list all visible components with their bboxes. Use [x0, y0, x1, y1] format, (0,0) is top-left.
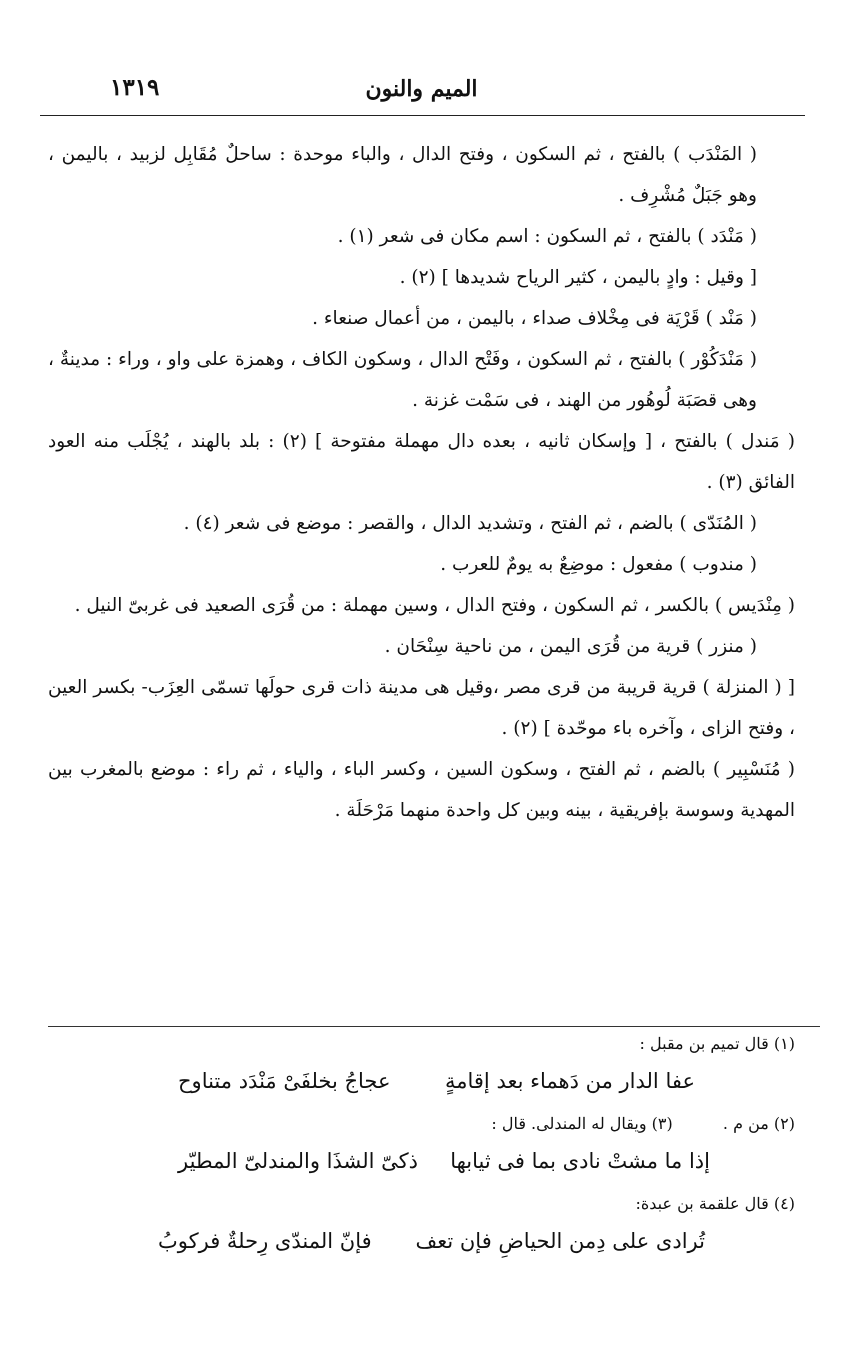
verse-hemistich: عفا الدار من دَهماء بعد إقامةٍ	[444, 1069, 695, 1093]
footnote-3-verse	[48, 1138, 795, 1184]
footnote-rule	[48, 1026, 820, 1027]
entry-mandab: ( المَنْدَب ) بالفتح ، ثم السكون ، وفتح الدال ، والباء موحدة : ساحلٌ مُقَابِل لزبيد ، باليمن ، وهو جَبَلٌ مُشْرِف .	[48, 144, 757, 206]
running-title: الميم والنون	[365, 76, 478, 102]
verse-hemistich: تُرادى على دِمن الحياضِ فإن تعف	[415, 1229, 705, 1253]
verse-hemistich: عجاجُ بخلفَىْ مَنْدَد متناوح	[178, 1069, 391, 1093]
entry-mindis: ( مِنْدَيس ) بالكسر ، ثم السكون ، وفتح الدال ، وسين مهملة : من قُرَى الصعيد فى غربىّ النيل .	[74, 595, 795, 616]
verse-hemistich: ذكىّ الشذَا والمندلىّ المطيّر	[178, 1149, 419, 1173]
footnote-2: (٢) من م .	[722, 1114, 795, 1133]
footnote-1-intro: (١) قال تميم بن مقبل :	[639, 1034, 795, 1053]
entry-mandub: ( مندوب ) مفعول : موضِعٌ به يومٌ للعرب .	[440, 554, 757, 575]
footnote-4-verse	[48, 1218, 795, 1264]
entry-mandad-note: [ وقيل : وادٍ باليمن ، كثير الرياح شديدها ] (٢) .	[399, 267, 757, 288]
footnotes	[48, 1030, 795, 1270]
verse-hemistich: إذا ما مشتْ نادى بما فى ثيابها	[450, 1149, 710, 1173]
entry-mandad: ( مَنْدَد ) بالفتح ، ثم السكون : اسم مكان فى شعر (١) .	[337, 226, 757, 247]
page-number: ١٣١٩	[110, 74, 160, 101]
verse-hemistich: فإنّ المندّى رِحلةٌ فركوبُ	[158, 1229, 372, 1253]
entry-al-mundda: ( المُنَدّى ) بالضم ، ثم الفتح ، وتشديد الدال ، والقصر : موضع فى شعر (٤) .	[183, 513, 757, 534]
footnote-4-intro: (٤) قال علقمة بن عبدة:	[635, 1194, 795, 1213]
footnote-1-verse	[48, 1058, 795, 1104]
entry-al-manzala: [ ( المنزلة ) قرية قريبة من قرى مصر ،وقيل هى مدينة ذات قرى حولَها تسمّى العِزَب- بكسر العين ، وفتح الزاى ، وآخره باء موحّدة ] (٢) .	[48, 677, 795, 739]
main-text	[48, 134, 795, 831]
entry-munasbir: ( مُنَسْبِير ) بالضم ، ثم الفتح ، وسكون السين ، وكسر الباء ، والياء ، ثم راء : موضع بالمغرب بين المهدية وسوسة بإفريقية ، بينه وبين كل واحدة منهما مَرْحَلَة .	[48, 759, 795, 821]
entry-mandakur: ( مَنْدَكُوْر ) بالفتح ، ثم السكون ، وفَتْح الدال ، وسكون الكاف ، وهمزة على واو ، وراء : مدينةٌ ، وهى قصَبَة لُوهُور من الهند ، فى سَمْت غزنة .	[48, 349, 757, 411]
footnote-2-3	[48, 1110, 795, 1138]
footnote-3: (٣) ويقال له المندلى. قال :	[491, 1114, 673, 1133]
entry-manzar: ( منزر ) قرية من قُرَى اليمن ، من ناحية سِنْحَان .	[384, 636, 757, 657]
running-header	[40, 72, 803, 112]
header-rule	[40, 115, 805, 116]
entry-mandal: ( مَندل ) بالفتح ، [ وإسكان ثانيه ، بعده دال مهملة مفتوحة ] (٢) : بلد بالهند ، يُجْلَب منه العود الفائق (٣) .	[48, 431, 795, 493]
entry-mand: ( مَنْد ) قَرْيَة فى مِخْلاف صداء ، باليمن ، من أعمال صنعاء .	[312, 308, 757, 329]
